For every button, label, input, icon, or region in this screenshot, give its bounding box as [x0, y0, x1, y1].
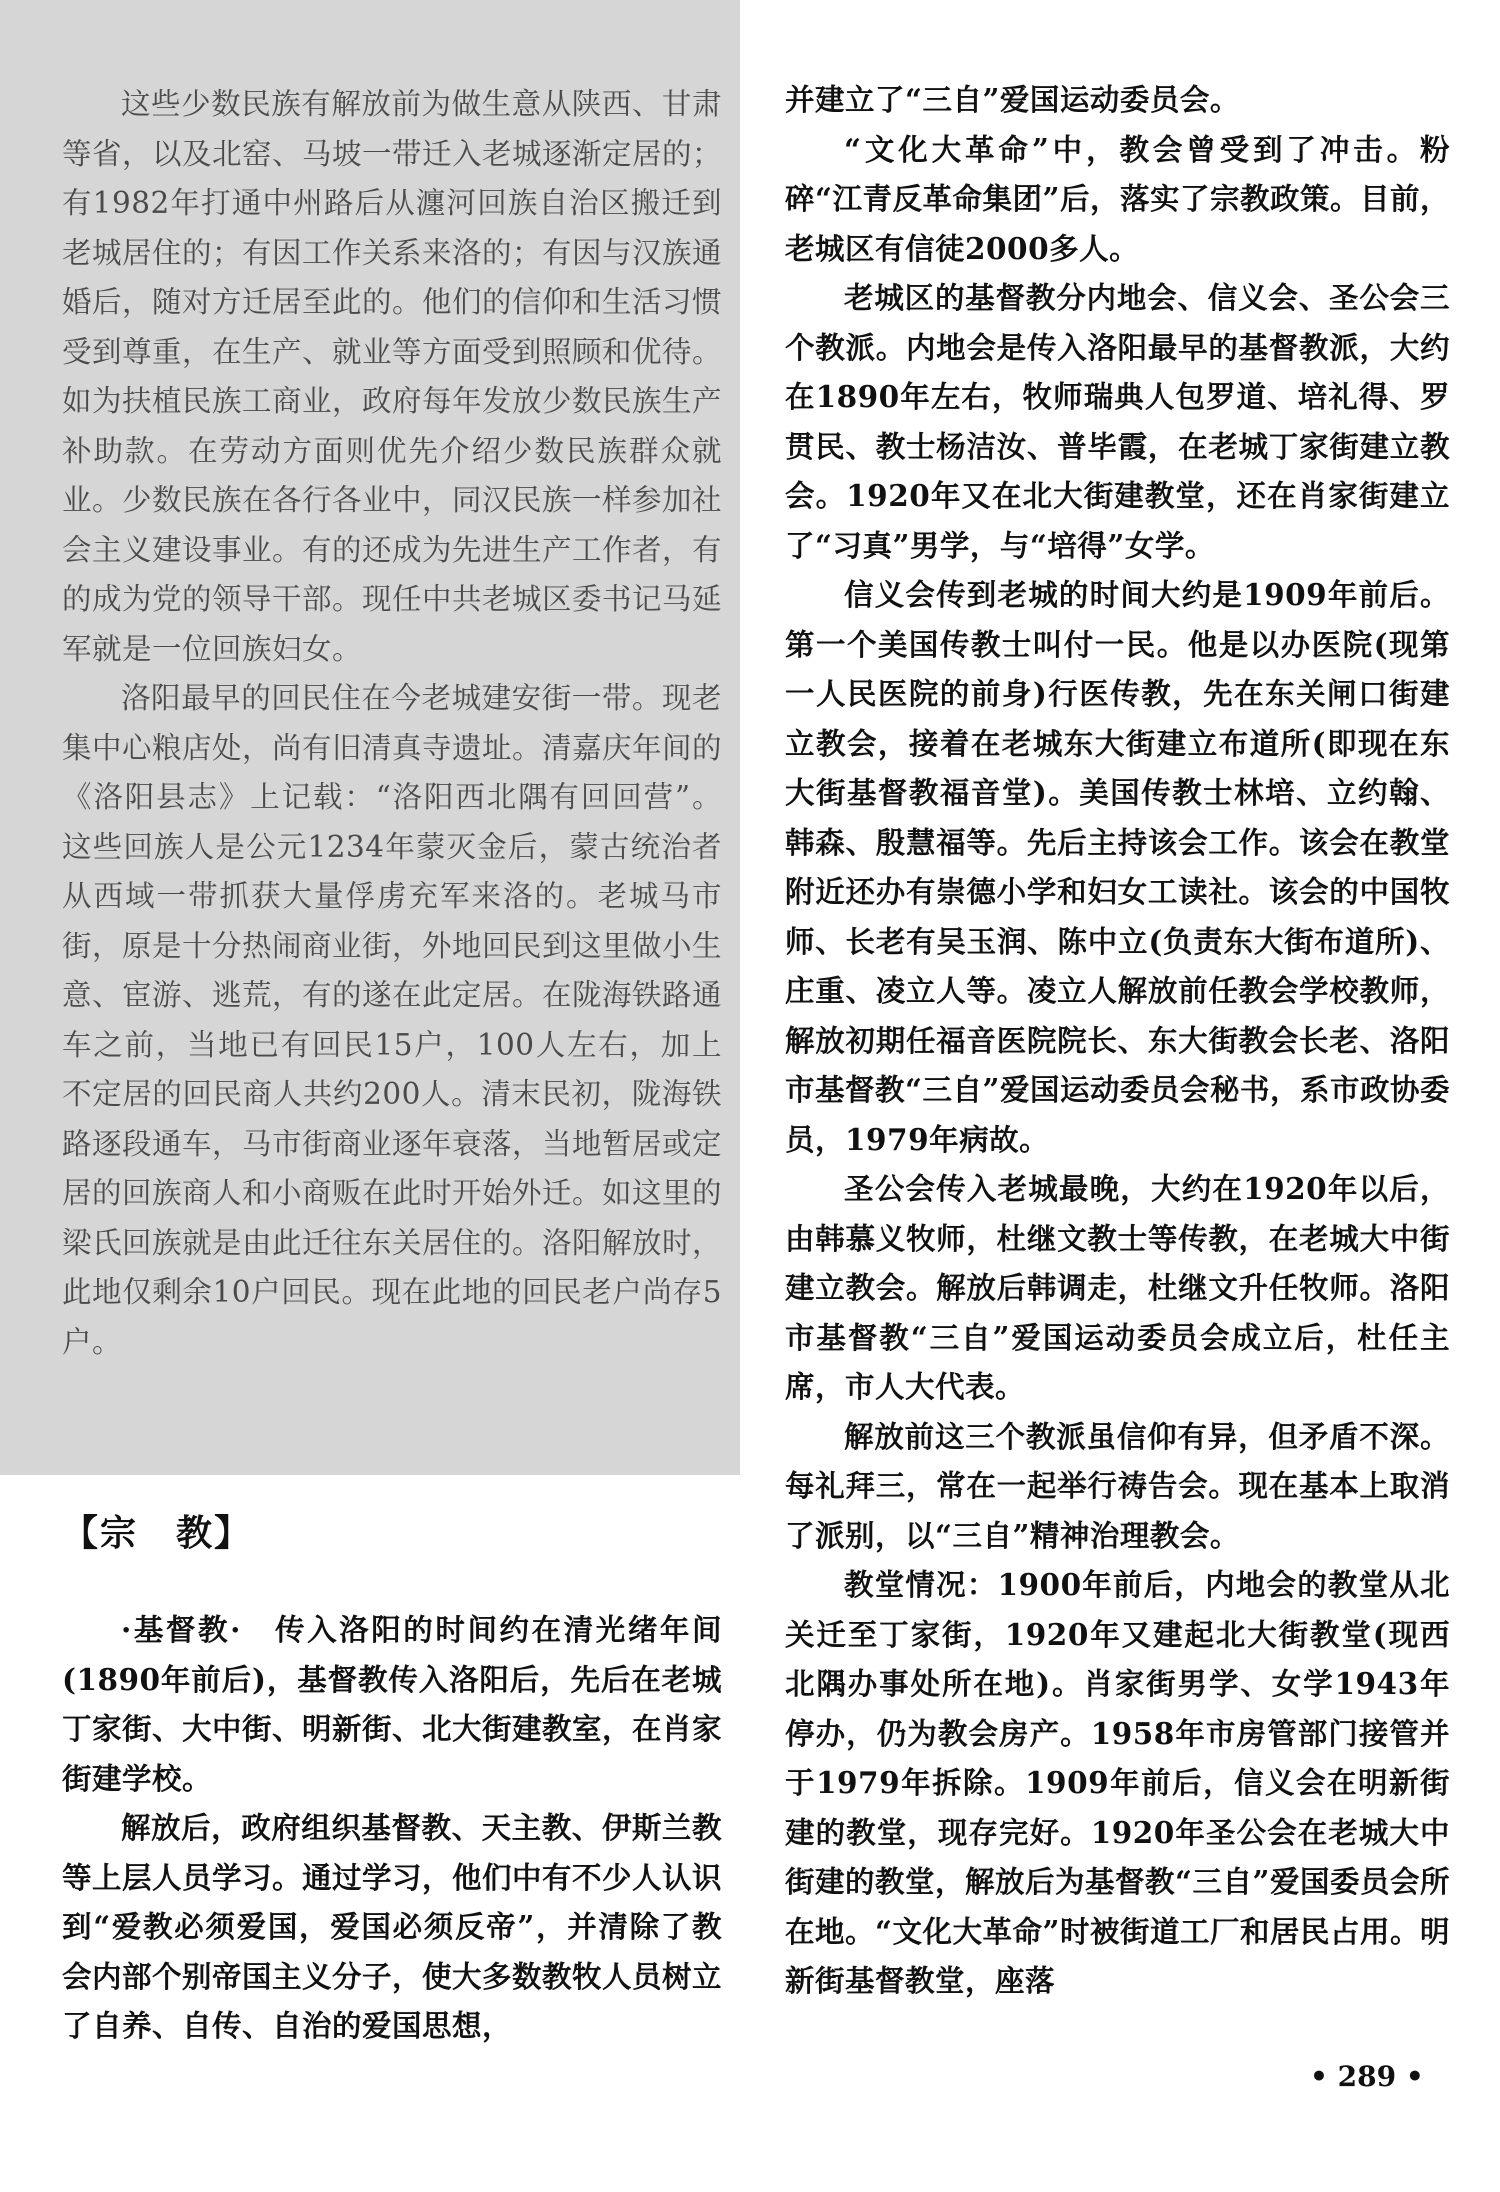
section-heading: 【宗 教】 [62, 1513, 253, 1554]
left-plain-column [62, 1605, 722, 2051]
paragraph: 圣公会传入老城最晚，大约在1920年以后，由韩慕义牧师，杜继文教士等传教，在老城大中街建立教会。解放后韩调走，杜继文升任牧师。洛阳市基督教“三自”爱国运动委员会成立后，杜任主席，市人大代表。 [785, 1171, 1450, 1404]
paragraph: 并建立了“三自”爱国运动委员会。 [785, 82, 1240, 117]
right-column [785, 75, 1450, 2006]
paragraph-text: 传入洛阳的时间约在清光绪年间(1890年前后)，基督教传入洛阳后，先后在老城丁家街、大中街、明新街、北大街建教室，在肖家街建学校。 [62, 1612, 723, 1796]
page-number: • 289 • [1310, 2060, 1424, 2093]
paragraph: 教堂情况：1900年前后，内地会的教堂从北关迁至丁家街，1920年又建起北大街教堂(现西北隅办事处所在地)。肖家街男学、女学1943年停办，仍为教会房产。1958年市房管部门接管并于1979年拆除。1909年前后，信义会在明新街建的教堂，现存完好。1920年圣公会在老城大中街建的教堂，解放后为基督教“三自”爱国委员会所在地。“文化大革命”时被街道工厂和居民占用。明新街基督教堂，座落 [785, 1567, 1451, 1998]
left-shaded-column [62, 80, 722, 1367]
paragraph: 解放前这三个教派虽信仰有异，但矛盾不深。每礼拜三，常在一起举行祷告会。现在基本上取消了派别，以“三自”精神治理教会。 [785, 1418, 1450, 1553]
paragraph: 解放后，政府组织基督教、天主教、伊斯兰教等上层人员学习。通过学习，他们中有不少人认识到“爱教必须爱国，爱国必须反帝”，并清除了教会内部个别帝国主义分子，使大多数教牧人员树立了自养、自传、自治的爱国思想， [62, 1810, 723, 2043]
subheading: ·基督教· [121, 1612, 241, 1647]
paragraph: 信义会传到老城的时间大约是1909年前后。第一个美国传教士叫付一民。他是以办医院(现第一人民医院的前身)行医传教，先在东关闸口街建立教会，接着在老城东大街建立布道所(即现在东大街基督教福音堂)。美国传教士林培、立约翰、韩森、殷慧福等。先后主持该会工作。该会在教堂附近还办有崇德小学和妇女工读社。该会的中国牧师、长老有吴玉润、陈中立(负责东大街布道所)、庄重、凌立人等。凌立人解放前任教会学校教师，解放初期任福音医院院长、东大街教会长老、洛阳市基督教“三自”爱国运动委员会秘书，系市政协委员，1979年病故。 [785, 577, 1450, 1157]
paragraph: 洛阳最早的回民住在今老城建安街一带。现老集中心粮店处，尚有旧清真寺遗址。清嘉庆年间的《洛阳县志》上记载：“洛阳西北隅有回回营”。这些回族人是公元1234年蒙灭金后，蒙古统治者从西域一带抓获大量俘虏充军来洛的。老城马市街，原是十分热闹商业街，外地回民到这里做小生意、宦游、逃荒，有的遂在此定居。在陇海铁路通车之前，当地已有回民15户，100人左右，加上不定居的回民商人共约200人。清末民初，陇海铁路逐段通车，马市街商业逐年衰落，当地暂居或定居的回族商人和小商贩在此时开始外迁。如这里的梁氏回族就是由此迁往东关居住的。洛阳解放时，此地仅剩余10户回民。现在此地的回民老户尚存5户。 [62, 681, 723, 1359]
paragraph [62, 1605, 722, 1803]
paragraph: “文化大革命”中，教会曾受到了冲击。粉碎“江青反革命集团”后，落实了宗教政策。目前，老城区有信徒2000多人。 [785, 131, 1450, 266]
paragraph: 老城区的基督教分内地会、信义会、圣公会三个教派。内地会是传入洛阳最早的基督教派，大约在1890年左右，牧师瑞典人包罗道、培礼得、罗贯民、教士杨洁汝、普毕霞，在老城丁家街建立教会。1920年又在北大街建教堂，还在肖家街建立了“习真”男学，与“培得”女学。 [785, 280, 1450, 563]
paragraph: 这些少数民族有解放前为做生意从陕西、甘肃等省，以及北窑、马坡一带迁入老城逐渐定居的；有1982年打通中州路后从瀍河回族自治区搬迁到老城居住的；有因工作关系来洛的；有因与汉族通婚后，随对方迁居至此的。他们的信仰和生活习惯受到尊重，在生产、就业等方面受到照顾和优待。如为扶植民族工商业，政府每年发放少数民族生产补助款。在劳动方面则优先介绍少数民族群众就业。少数民族在各行各业中，同汉民族一样参加社会主义建设事业。有的还成为先进生产工作者，有的成为党的领导干部。现任中共老城区委书记马延军就是一位回族妇女。 [62, 87, 723, 666]
